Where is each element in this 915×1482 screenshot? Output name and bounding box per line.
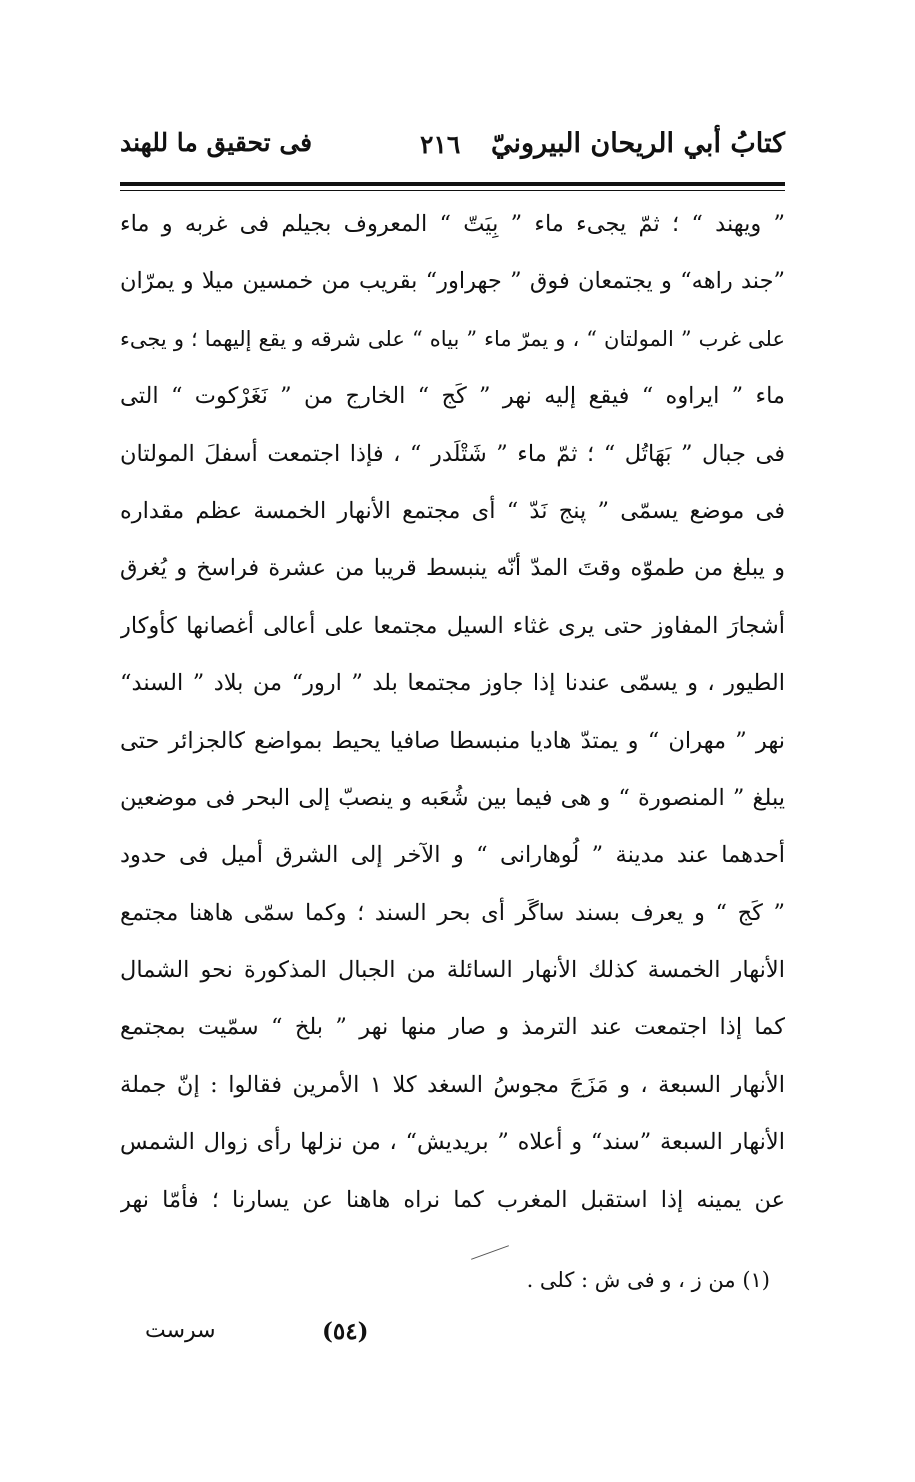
header-rule-thin [120, 190, 785, 191]
text-line: ماء ” ايراوه “ فيقع إليه نهر ” كَج “ الخارج من ” نَغَرْكوت “ التى [120, 383, 785, 410]
book-subtitle: فى تحقيق ما للهند [120, 128, 313, 157]
book-title: كتابُ أبي الريحان البيرونيّ [491, 128, 785, 159]
text-line: أشجارَ المفاوز حتى يرى غثاء السيل مجتمعا على أعالى أغصانها كأوكار [120, 612, 785, 639]
main-text [120, 196, 785, 1229]
text-line: و يبلغ من طموّه وقتَ المدّ أنّه ينبسط قريبا من عشرة فراسخ و يُغرق [120, 555, 785, 582]
page-number: ٢١٦ [420, 130, 461, 159]
signature-mark: سرست [145, 1318, 216, 1343]
header-rule-thick [120, 182, 785, 186]
page-header [120, 128, 785, 180]
text-line: على غرب ” المولتان “ ، و يمرّ ماء ” بياه “ على شرقه و يقع إليهما ؛ و يجىء [120, 326, 785, 351]
footnote-separator [471, 1245, 509, 1260]
text-line: الأنهار السبعة ، و مَزَجَ مجوسُ السغد كلا ١ الأمرين فقالوا : إنّ جملة [120, 1071, 785, 1098]
text-line: عن يمينه إذا استقبل المغرب كما نراه هاهنا عن يسارنا ؛ فأمّا نهر [120, 1186, 785, 1213]
text-line: يبلغ ” المنصورة “ و هى فيما بين شُعَبه و ينصبّ إلى البحر فى موضعين [120, 784, 785, 811]
text-line: ”جند راهه“ و يجتمعان فوق ” جهراور“ بقريب من خمسين ميلا و يمرّان [120, 268, 785, 295]
text-line: كما إذا اجتمعت عند الترمذ و صار منها نهر ” بلخ “ سمّيت بمجتمع [120, 1014, 785, 1041]
sheet-number: (٥٤) [322, 1318, 369, 1345]
text-line: فى جبال ” بَهَاتُل “ ؛ ثمّ ماء ” شَتْلَدر “ ، فإذا اجتمعت أسفلَ المولتان [120, 440, 785, 467]
text-line: الطيور ، و يسمّى عندنا إذا جاوز مجتمعا بلد ” ارور“ من بلاد ” السند“ [120, 670, 785, 697]
text-line: الأنهار الخمسة كذلك الأنهار السائلة من الجبال المذكورة نحو الشمال [120, 957, 785, 984]
text-line: نهر ” مهران “ و يمتدّ هاديا منبسطا صافيا يحيط بمواضع كالجزائر حتى [120, 727, 785, 754]
text-line: فى موضع يسمّى ” پنج نَدّ “ أى مجتمع الأنهار الخمسة عظم مقداره [120, 497, 785, 524]
text-line: ” كَج “ و يعرف بسند ساگَر أى بحر السند ؛ وكما سمّى هاهنا مجتمع [120, 899, 785, 926]
text-line: ” ويهند “ ؛ ثمّ يجىء ماء ” بِيَتّ “ المعروف بجيلم فى غربه و ماء [120, 211, 785, 237]
footnote: (١) من ز ، و فى ش : كلى . [526, 1268, 770, 1292]
text-line: أحدهما عند مدينة ” لُوهارانى “ و الآخر إلى الشرق أميل فى حدود [120, 842, 785, 869]
text-line: الأنهار السبعة ”سند“ و أعلاه ” بريديش“ ، من نزلها رأى زوال الشمس [120, 1129, 785, 1156]
